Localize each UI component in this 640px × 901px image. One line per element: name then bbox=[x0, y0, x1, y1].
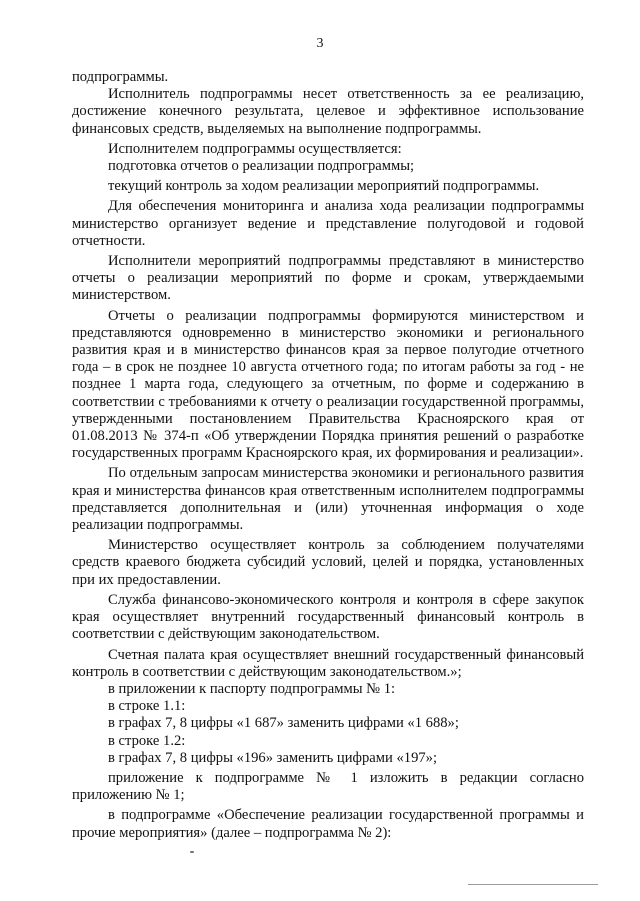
paragraph: приложение к подпрограмме № 1 изложить в редакции согласно приложению № 1; bbox=[72, 769, 584, 804]
paragraph: подпрограммы. bbox=[72, 69, 169, 85]
paragraph: Исполнитель подпрограммы несет ответственность за ее реализацию, достижение конечного результата, целевое и эффективное использование финансовых средств, выделяемых на выполнение подпрограммы. bbox=[72, 86, 584, 137]
paragraph: в подпрограмме «Обеспечение реализации государственной программы и прочие мероприятия» (далее – подпрограмма № 2): bbox=[72, 807, 584, 841]
document-body bbox=[72, 69, 584, 842]
paragraph: Счетная палата края осуществляет внешний государственный финансовый контроль в соответствии с действующим законодательством.»; bbox=[72, 646, 584, 680]
paragraph: Служба финансово-экономического контроля и контроля в сфере закупок края осуществляет внутренний государственный финансовый контроль в соответствии с действующим законодательством. bbox=[72, 591, 584, 643]
paragraph: Для обеспечения мониторинга и анализа хода реализации подпрограммы министерство организует ведение и представление полугодовой и годовой отчетности. bbox=[72, 198, 584, 249]
bottom-rule bbox=[468, 884, 598, 885]
paragraph: Исполнителем подпрограммы осуществляется: bbox=[108, 140, 402, 157]
paragraph: в графах 7, 8 цифры «196» заменить цифрами «197»; bbox=[108, 749, 438, 766]
paragraph: Отчеты о реализации подпрограммы формируются министерством и представляются одновременно в министерство экономики и регионального развития края и в министерство финансов края за первое полугодие отчетного года – в срок не позднее 10 августа отчетного года; по итогам работы за год - не позднее 1 марта года, следующего за отчетным, по форме и содержанию в соответствии с требованиями к отчету о реализации государственной программы, утвержденными постановлением Правительства Красноярского края от 01.08.2013 № 374-п «Об утверждении Порядка принятия решений о разработке государственных программ Красноярского края, их формирования и реализации». bbox=[72, 307, 584, 462]
paragraph: текущий контроль за ходом реализации мероприятий подпрограммы. bbox=[108, 178, 540, 195]
paragraph: в строке 1.2: bbox=[108, 732, 186, 749]
scan-speck bbox=[190, 851, 194, 853]
paragraph: в строке 1.1: bbox=[108, 698, 186, 715]
page-number: 3 bbox=[316, 36, 324, 51]
paragraph: Исполнители мероприятий подпрограммы представляют в министерство отчеты о реализации мероприятий по форме и срокам, утверждаемыми министерством. bbox=[72, 253, 584, 304]
paragraph: в графах 7, 8 цифры «1 687» заменить цифрами «1 688»; bbox=[108, 715, 459, 732]
paragraph: в приложении к паспорту подпрограммы № 1: bbox=[108, 680, 396, 697]
paragraph: подготовка отчетов о реализации подпрограммы; bbox=[108, 158, 415, 175]
paragraph: Министерство осуществляет контроль за соблюдением получателями средств краевого бюджета субсидий условий, целей и порядка, установленных при их предоставлении. bbox=[72, 537, 584, 588]
paragraph: По отдельным запросам министерства экономики и регионального развития края и министерства финансов края ответственным исполнителем подпрограммы представляется дополнительная и (или) уточненная информация о ходе реализации подпрограммы. bbox=[72, 465, 584, 534]
